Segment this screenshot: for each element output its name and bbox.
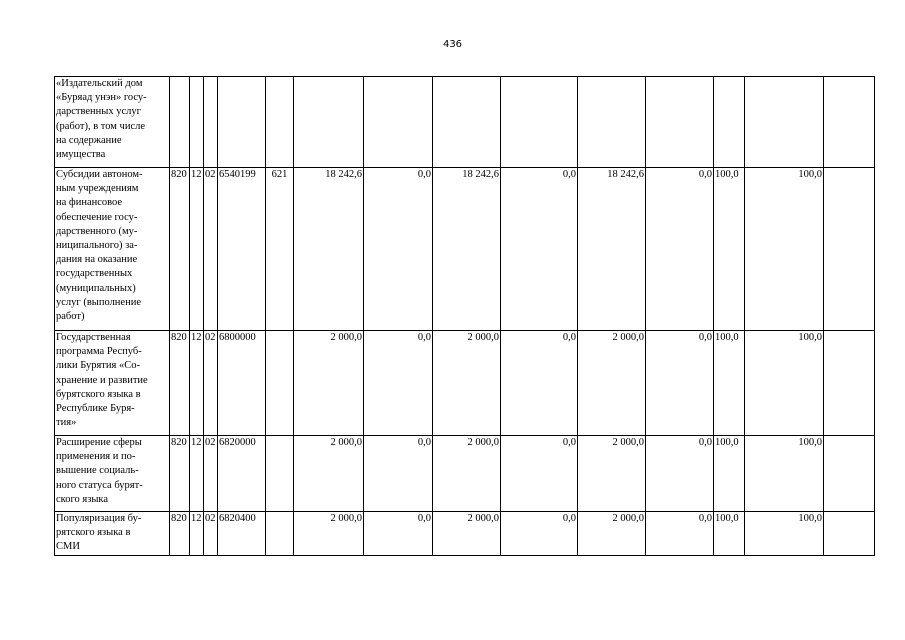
table-row <box>55 77 875 168</box>
row-name-line: СМИ <box>56 541 80 553</box>
value-3-cell: 2 000,0 <box>433 331 501 436</box>
value-2-cell: 0,0 <box>364 436 433 512</box>
value-3-cell <box>433 77 501 168</box>
expense-type-cell <box>266 512 294 556</box>
section-cell: 12 <box>190 331 204 436</box>
value-2-cell: 0,0 <box>364 512 433 556</box>
expense-type-cell <box>266 436 294 512</box>
grbs-cell: 820 <box>170 436 190 512</box>
value-6-cell: 0,0 <box>646 436 714 512</box>
subsection-cell <box>204 77 218 168</box>
row-name-line: тия» <box>56 417 77 429</box>
value-6-cell: 0,0 <box>646 331 714 436</box>
expense-type-cell <box>266 77 294 168</box>
row-name-cell <box>55 331 170 436</box>
row-name-line: дания на оказание <box>56 254 138 266</box>
empty-cell <box>824 168 875 331</box>
row-name-line: (муниципальных) <box>56 282 136 294</box>
percent-1-cell: 100,0 <box>714 436 745 512</box>
percent-1-cell: 100,0 <box>714 168 745 331</box>
empty-cell <box>824 77 875 168</box>
section-cell <box>190 77 204 168</box>
row-name-line: применения и по- <box>56 451 136 463</box>
value-3-cell: 18 242,6 <box>433 168 501 331</box>
table-row <box>55 168 875 331</box>
table-row <box>55 512 875 556</box>
value-1-cell: 2 000,0 <box>294 331 364 436</box>
section-cell: 12 <box>190 168 204 331</box>
percent-1-cell <box>714 77 745 168</box>
value-5-cell: 2 000,0 <box>578 436 646 512</box>
target-article-cell: 6820000 <box>218 436 266 512</box>
row-name-line: на содержание <box>56 134 122 146</box>
row-name-line: имущества <box>56 149 106 161</box>
value-2-cell: 0,0 <box>364 168 433 331</box>
percent-2-cell: 100,0 <box>745 331 824 436</box>
table-row <box>55 331 875 436</box>
value-5-cell: 18 242,6 <box>578 168 646 331</box>
row-name-line: бурятского языка в <box>56 388 141 400</box>
row-name-line: услуг (выполнение <box>56 296 141 308</box>
value-5-cell: 2 000,0 <box>578 331 646 436</box>
percent-2-cell: 100,0 <box>745 512 824 556</box>
target-article-cell: 6800000 <box>218 331 266 436</box>
row-name-line: на финансовое <box>56 197 123 209</box>
value-1-cell: 2 000,0 <box>294 512 364 556</box>
row-name-line: дарственного (му- <box>56 225 138 237</box>
value-5-cell: 2 000,0 <box>578 512 646 556</box>
value-5-cell <box>578 77 646 168</box>
row-name-line: программа Респуб- <box>56 346 142 358</box>
target-article-cell: 6540199 <box>218 168 266 331</box>
percent-1-cell: 100,0 <box>714 331 745 436</box>
value-6-cell <box>646 77 714 168</box>
value-4-cell: 0,0 <box>501 512 578 556</box>
value-4-cell <box>501 77 578 168</box>
row-name-line: (работ), в том числе <box>56 120 146 132</box>
value-3-cell: 2 000,0 <box>433 436 501 512</box>
value-4-cell: 0,0 <box>501 436 578 512</box>
row-name-line: Расширение сферы <box>56 437 142 448</box>
row-name-line: Государственная <box>56 332 131 343</box>
value-6-cell: 0,0 <box>646 512 714 556</box>
value-2-cell <box>364 77 433 168</box>
row-name-line: обеспечение госу- <box>56 211 138 223</box>
row-name-line: лики Бурятия «Со- <box>56 360 140 372</box>
expense-type-cell <box>266 331 294 436</box>
row-name-cell <box>55 436 170 512</box>
value-3-cell: 2 000,0 <box>433 512 501 556</box>
row-name-line: ного статуса бурят- <box>56 479 143 491</box>
row-name-cell <box>55 77 170 168</box>
percent-2-cell: 100,0 <box>745 168 824 331</box>
row-name-line: работ) <box>56 311 85 323</box>
grbs-cell: 820 <box>170 512 190 556</box>
expense-type-cell: 621 <box>266 168 294 331</box>
percent-2-cell <box>745 77 824 168</box>
table-row <box>55 436 875 512</box>
value-1-cell: 18 242,6 <box>294 168 364 331</box>
row-name-line: ского языка <box>56 493 109 505</box>
target-article-cell <box>218 77 266 168</box>
empty-cell <box>824 331 875 436</box>
row-name-line: государственных <box>56 268 133 280</box>
row-name-line: Популяризация бу- <box>56 513 142 524</box>
row-name-cell <box>55 168 170 331</box>
row-name-line: вышение социаль- <box>56 465 139 477</box>
row-name-line: рятского языка в <box>56 527 131 539</box>
section-cell: 12 <box>190 436 204 512</box>
grbs-cell <box>170 77 190 168</box>
row-name-line: ниципального) за- <box>56 240 138 252</box>
value-4-cell: 0,0 <box>501 331 578 436</box>
grbs-cell: 820 <box>170 331 190 436</box>
grbs-cell: 820 <box>170 168 190 331</box>
percent-1-cell: 100,0 <box>714 512 745 556</box>
budget-table-body <box>55 77 875 556</box>
row-name-cell <box>55 512 170 556</box>
subsection-cell: 02 <box>204 436 218 512</box>
row-name-line: Республике Буря- <box>56 403 135 415</box>
percent-2-cell: 100,0 <box>745 436 824 512</box>
target-article-cell: 6820400 <box>218 512 266 556</box>
row-name-line: ным учреждениям <box>56 183 139 195</box>
subsection-cell: 02 <box>204 168 218 331</box>
value-4-cell: 0,0 <box>501 168 578 331</box>
value-2-cell: 0,0 <box>364 331 433 436</box>
subsection-cell: 02 <box>204 331 218 436</box>
value-1-cell: 2 000,0 <box>294 436 364 512</box>
budget-table <box>54 76 875 556</box>
value-1-cell <box>294 77 364 168</box>
empty-cell <box>824 512 875 556</box>
subsection-cell: 02 <box>204 512 218 556</box>
row-name-line: «Буряад унэн» госу- <box>56 92 147 104</box>
section-cell: 12 <box>190 512 204 556</box>
row-name-line: Субсидии автоном- <box>56 169 143 180</box>
value-6-cell: 0,0 <box>646 168 714 331</box>
row-name-line: «Издательский дом <box>56 78 143 89</box>
row-name-line: дарственных услуг <box>56 106 141 118</box>
page-number: 436 <box>442 39 463 50</box>
row-name-line: хранение и развитие <box>56 374 148 386</box>
empty-cell <box>824 436 875 512</box>
